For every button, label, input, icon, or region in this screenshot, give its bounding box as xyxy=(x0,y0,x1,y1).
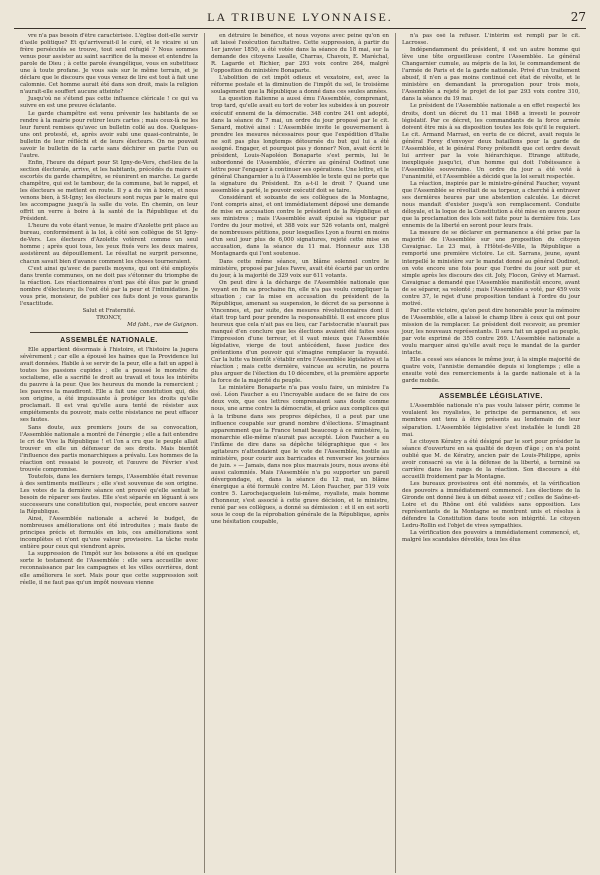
paragraph: Le ministère Bonaparte n'a pas voulu faire, un ministre l'a osé. Léon Faucher a eu l'incroyable audace de se faire de ces deux voix, que ces lettres comprenaient sans doute comme nous, une arme contre la démocratie, et grâce aux complices qui à la tribune dans ses propres dépêches, il a peut par une influence coupable sur grand nombre d'élections. S'imaginant apparemment que la France tenait beaucoup à ce ministère, la monarchie elle-même n'aurait pas accepté. Léon Faucher a eu l'infâme de dire dans sa dépêche télégraphique que « les agitateurs n'attendaient que le vote de l'Assemblée, hostile au ministère, pour courir aux barricades et renverser les journées de juin. » — Jamais, dans nos plus mauvais jours, nous avons été aussi calomniés. Mais l'Assemblée n'a pu supporter un pareil dévergondage, et, dans la séance du 12 mai, un blâme énergique a été formulé contre M. Léon Faucher, par 519 voix contre 5. Larochejacquelein lui-même, royaliste, mais homme d'honneur, s'est associé à cette grave décision, et le ministre, renié par ses collègues, a donné sa démission : et il en est sorti sous le coup de la réprobation générale de la République, après une hésitation coupable, xyxy=(211,385,389,526)
page-number: 27 xyxy=(570,10,586,24)
column-1 xyxy=(14,33,204,873)
paragraph: n'a pas osé la refuser. L'intérim est rempli par le cit. Lacrosse. xyxy=(402,33,580,47)
paragraph: Elle a cessé ses séances le même jour, à la simple majorité de quatre voix, l'annistie demandée depuis si longtemps ; elle a ensuite voté des remerciements à la garde nationale et à la garde mobile. xyxy=(402,357,580,385)
paragraph: Elle appartient désormais à l'histoire, et l'histoire la jugera sévèrement ; car elle a épousé les haines que la Providence lui avait données. Habile à se servir de la peur, elle a fait un appel à toutes les passions cupides ; elle a poussé le monstre du socialisme, elle a sacrifié le droit au travail et tous les intérêts du pauvre à la peur. Que les heureux du monde la remercient ; les pauvres la maudiront. Elle a fait une constitution qui, dès son origine, a été impuissante à protéger les droits qu'elle proclamait. Il est vrai qu'elle aura tenté de résister aux empiétements du pouvoir, mais cette résistance ne peut effacer ses fautes. xyxy=(20,347,198,424)
paragraph: La vérification des pouvoirs a immédiatement commencé, et, malgré les scandales dévoilés, tous les élus xyxy=(402,530,580,544)
divider xyxy=(412,388,570,389)
paragraph: vre n'a pas besoin d'être caractérisée. L'église doit-elle servir d'asile politique? Et qu'arriverait-il le curé, et le vicaire si un frère persécutés se trouve, tout seul réfugié ? Nous sommes venus pour assister au saint sacrifice de la messe et entendre la parole de Dieu ; à cette parole évangélique, vous en substituez une à toute profane. Je vous sais sur le même terrain, et je déclare que le discours que vous venez de lire est tout à fait une calomnie. Cet homme aurait été dans son droit, mais la religion n'aurait-elle souffert aucune atteinte? xyxy=(20,33,198,96)
paragraph: L'abolition de cet impôt odieux et vexatoire, est, avec la réforme postale et la diminution de l'impôt du sel, le troisième soulagement que la République a donné dans ces seules années. xyxy=(211,75,389,96)
column-2 xyxy=(204,33,395,873)
paragraph: Le garde champêtre est venu prévenir les habitants de se rendre à la mairie pour retirer leurs cartes ; mais ceux-là ne les leur furent remises qu'avec un bulletin collé au dos. Quelques-uns ont protesté, et, après avoir subi une quasi-contrainte, le bulletin de leur réfléchi et de leurs électeurs. On ne pouvait savoir le bulletin de la carte sans déchirer en partie l'un ou l'autre. xyxy=(20,110,198,159)
salutation: Salut et Fraternité. xyxy=(82,307,136,314)
paragraph: en détruire le bénéfice, et nous voyons avec peine qu'on en ait laissé l'exécution facultative. Cette suppression, à partir du 1er janvier 1850, a été votée dans la séance du 18 mai, sur la demande des citoyens Lasalle, Charras, Chavoix, E. Maréchal, R. Lagarde et Richier, par 293 voix contre 264, malgré l'opposition du ministère Bonaparte. xyxy=(211,33,389,75)
paragraph: Les bureaux provisoires ont été nommés, et la vérification des pouvoirs a immédiatement commencé. Les élections de la Gironde ont donné lieu à un débat assez vif ; celles de Saône-et-Loire et du Rhône ont été validées sans opposition. Les représentants de la Montagne se montrent unis et résolus à défendre la Constitution dans toute son intégrité. Le citoyen Ledru-Rollin est l'objet de vives sympathies. xyxy=(402,480,580,530)
section-heading: ASSEMBLÉE NATIONALE. xyxy=(60,336,158,344)
paragraph: Le président de l'Assemblée nationale a en effet respecté les droits, dont un décret du 11 mai 1848 a investi le pouvoir législatif. Par ce décret, les commandants de la force armée doivent être mis à sa disposition toutes les fois qu'il le requiert. Le cit. Armand Marrast, en vertu de ce décret, avait requis le général Forey d'envoyer deux bataillons pour la garde de l'Assemblée, et le général Forey prétendit que cet ordre devait lui arriver par la voie hiérarchique. Etrange attitude, inexpliquée jusqu'ici, d'un homme qui doit l'obéissance à l'Assemblée souveraine. Un ordre du jour a été voté à l'unanimité, et l'Assemblée a décidé que la loi serait respectée. xyxy=(402,103,580,180)
paragraph: Ainsi, l'Assemblée nationale a achevé le budget, de nombreuses améliorations ont été introduites ; mais faute de principes précis et formulés en lois, ces améliorations sont incomplètes et n'ont qu'une valeur provisoire. La tâche reste entière pour ceux qui viendront après. xyxy=(20,516,198,551)
article-columns xyxy=(14,33,586,873)
section-heading: ASSEMBLÉE LÉGISLATIVE. xyxy=(439,393,543,401)
paragraph: Enfin, l'heure du départ pour St Igny-de-Vers, chef-lieu de la section électorale, arrive, et les habitants, précédés du maire et escortés du garde champêtre, se réunirent en marche. Le garde champêtre, qui est le tambour, de la commune, bat le rappel, et les électeurs se mettent en route. Il y a du vin à boire, et nous venons bien, à St-Igny; les électeurs sont reçus par le maire qui les accompagne jusqu'à la salle du vote. En chemin, on leur offrit un verre à boire à la santé de la République et du Président. xyxy=(20,159,198,223)
paragraph: La réaction, inspirée par le ministre-général Faucher, voyant que l'Assemblée se révoltait de sa torpeur, a cherché à entraver ses dernières heures par une abstention calculée. Le décret nous mandait d'exister jusqu'à son remplacement. Conduite déloyale, et la loque de la Constitution a été mise en œuvre pour que la proclamation des lois soit faite pour la dernière fois. Les ennemis de la liberté en seront pour leurs frais. xyxy=(402,180,580,230)
paragraph: Indépendamment du président, il est un autre homme qui lève une tête orgueilleuse contre l'Assemblée. Le général Changarnier cumule, au mépris de la loi, le commandement de l'armée de Paris et de la garde nationale. Privé d'un traitement abusif, il n'en a pas moins continué cet état de révolte, et le ministère en demandant la prorogation pour trois mois, l'Assemblée a rejeté le projet de loi par 293 voix contre 310, dans la séance du 19 mai. xyxy=(402,47,580,103)
newspaper-title: LA TRIBUNE LYONNAISE. xyxy=(207,10,393,24)
paragraph: Toutefois, dans les derniers temps, l'Assemblée était revenue à des sentiments meilleurs ; elle s'est souvenue de son origine. Les votes de la dernière séance ont prouvé qu'elle sentait le besoin de réparer ses fautes. Elle s'est séparée en léguant à ses successeurs une constitution qui, respectée, peut encore sauver la République. xyxy=(20,473,198,516)
paragraph: Le citoyen Kératry a été désigné par le sort pour présider la séance d'ouverture en sa qualité de doyen d'âge ; on n'a point oublié que M. de Kératry, ancien pair de Louis-Philippe, après avoir consacré sa vie à la défense de la liberté, a terminé sa carrière dans les rangs de la réaction. Son discours a été accueilli froidement par la Montagne. xyxy=(402,438,580,480)
paragraph: La mesure de se déclarer en permanence a été prise par la majorité de l'Assemblée sur une proposition du citoyen Cavaignac. Le 23 mai, à l'Hôtel-de-Ville, la République a remporté une première victoire. Le cit. Sarrans, jeune, ayant interpellé le ministère sur le mandat donné au général Oudinot, on vote encore une fois pour que l'ordre du jour soit pur et simple après les discours des cit. Joly, Flocon, Grévy et Marrast. Cavaignac a demandé que l'Assemblée manifestât encore, avant de se séparer, sa volonté ; mais l'Assemblée a voté, par 459 voix contre 37, le rejet d'une proposition tendant à l'ordre du jour motivé. xyxy=(402,230,580,307)
paragraph: Jusqu'où ne s'étend pas cette influence cléricale ! ce qui va suivre en est une preuve éclatante. xyxy=(20,96,198,110)
paragraph: L'Assemblée nationale n'a pas voulu laisser périr, comme le voulaient les royalistes, le principe de permanence, et ses membres ont tenu à être présents au lendemain de leur séparation. L'Assemblée législative s'est installée le lundi 28 mai. xyxy=(402,403,580,438)
signature-address: Md fabt., rue de Guignon. xyxy=(127,321,198,328)
divider xyxy=(30,332,188,333)
paragraph: On peut dire à la décharge de l'Assemblée nationale que voyant en fin sa prochaine fin, elle n'a pas voulu compliquer la situation ; car la mise en accusation du président de la République, amenant sa suspension, le décret de sa personne à Vincennes, et, par suite, des mesures révolutionnaires dont il était trop tard pour prendre la responsabilité. Il est encore plus heureux que cela n'ait pas eu lieu, car l'aristocratie n'aurait pas manqué d'en conclure que les élections avaient été faites sous l'impression d'une terreur, et il vaut mieux que l'Assemblée législative, vierge de tout antécédent, fasse justice des prétentions d'un pouvoir qui s'imagine remplacer la royauté. Car la lutte va bientôt s'établir entre l'Assemblée législative et la réaction ; mais cette dernière, vaincue au scrutin, ne pourra plus arguer de l'élection du 10 décembre, et la première apporte la force de la majorité du peuple. xyxy=(211,279,389,385)
paragraph: La suppression de l'impôt sur les boissons a été en quelque sorte le testament de l'Assemblée : elle sera accueillie avec reconnaissance par les campagnes et les villes ouvrières, dont elle améliorera le sort. Mais pour que cette suppression soit réelle, il ne faut pas qu'un impôt nouveau vienne xyxy=(20,551,198,586)
paragraph: Dans cette même séance, un blâme solennel contre le ministère, proposé par Jules Favre, avait été écarté par un ordre du jour, à la majorité de 329 voix sur 611 votants. xyxy=(211,258,389,279)
paragraph: L'heure du vote étant venue, le maire d'Azolette prit place au bureau, conformément à la loi, à côté son collègue de St Igny-de-Vers. Les électeurs d'Azolette votèrent comme un seul homme ; après quoi tous, les yeux fixés vers les deux maires, assistèrent au dépouillement. Le résultat ne surprit personne, chacun savait bien d'avance comment les choses tourneraient. xyxy=(20,223,198,265)
column-3 xyxy=(395,33,586,873)
paragraph: C'est ainsi qu'avec de pareils moyens, qui ont été employés dans trente communes, on ne doit pas s'étonner du triomphe de la réaction. Les réactionnaires n'ont pas été élus par le grand nombre d'électeurs; ils l'ont été par la peur et l'intimidation. Je vous prie, monsieur, de publier ces faits dont je vous garantis l'exactitude. xyxy=(20,265,198,307)
paragraph: Considérant et soixante de ses collègues de la Montagne, l'ont compris ainsi, et ont immédiatement déposé une demande de mise en accusation contre le président de la République et ses ministres ; mais l'Assemblée avait épuisé sa vigueur par l'ordre du jour motivé, et 388 voix sur 526 votants ont, malgré de nombreuses pétitions, pour lesquelles Lyon a fourni en moins d'un seul jour plus de 6,000 signatures, rejeté cette mise en accusation, dans la séance du 11 mai. Honneur aux 138 Montagnards qui l'ont soutenue. xyxy=(211,195,389,258)
paragraph: Par cette victoire, qu'on peut dire honorable pour la mémoire de l'Assemblée, elle a laissé le champ libre à ceux qui ont pour mission de la remplacer. Le président doit recevoir, au premier jour, les nouveaux représentants. Il sera fait un appel au peuple, par vote exprimé de 355 contre 269. L'Assemblée nationale a voulu marquer ainsi qu'elle avait reçu le mandat de la garder intacte. xyxy=(402,307,580,357)
signature: TRONCY, xyxy=(96,314,122,321)
paragraph: La question italienne a aussi ému l'Assemblée, comprenant, trop tard, qu'elle avait eu tort de voter les subsides à un pouvoir exécutif ennemi de la démocratie. 348 contre 241 ont adopté, dans la séance du 7 mai, un ordre du jour proposé par le cit. Senard, motivé ainsi : L'Assemblée invite le gouvernement à prendre les mesures nécessaires pour que l'expédition d'Italie ne soit pas plus longtemps détournée du but qui lui a été assigné. Engager, et pourquoi pas y donner? Non, avait écrit le président, Louis-Napoléon Bonaparte s'est permis, lui le subordonné de l'Assemblée, d'écrire au général Oudinot une lettre pour l'engager à continuer ses opérations. Une lettre, et le général Changarnier a lu à l'Assemblée le texte qui ne porte que la signature du Président. En a-t-il le droit ? Quand une assemblée a parlé, le pouvoir exécutif doit se taire. xyxy=(211,96,389,195)
masthead xyxy=(14,6,586,29)
paragraph: Sans doute, aux premiers jours de sa convocation, l'Assemblée nationale a montré de l'énergie ; elle a fait entendre le cri de Vive la République ! et l'on a cru que le peuple allait trouver en elle un défenseur de ses droits. Mais bientôt l'influence des partis monarchiques a prévalu. Les hommes de la réaction ont ressaisi le pouvoir, et l'œuvre de Février s'est trouvée compromise. xyxy=(20,424,198,473)
